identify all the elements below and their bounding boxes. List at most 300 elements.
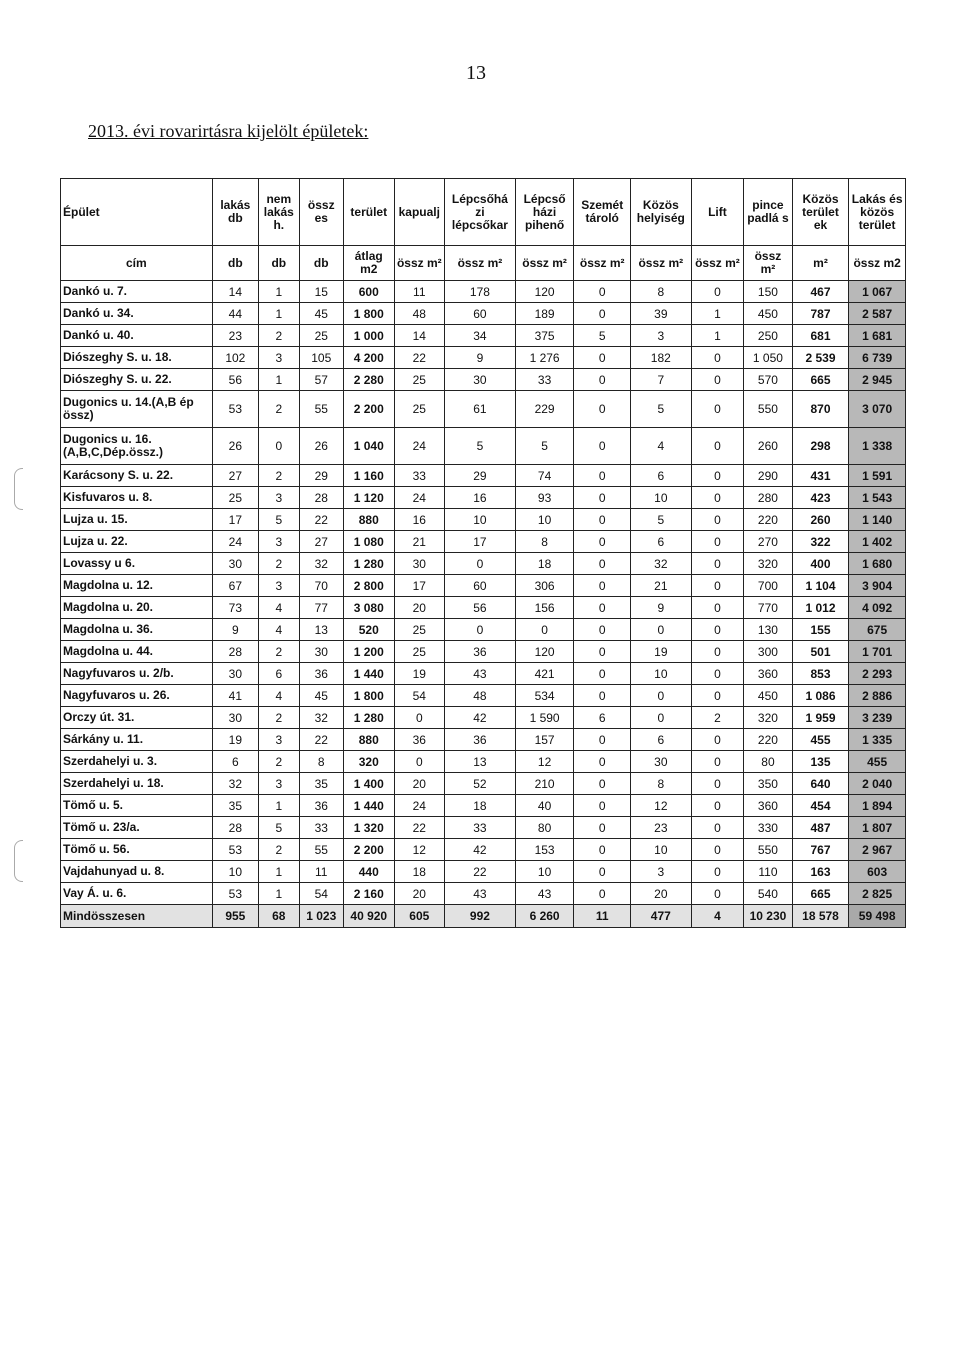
building-address: Tömő u. 23/a. <box>61 817 213 839</box>
table-cell: 10 <box>515 861 574 883</box>
table-cell: 880 <box>343 509 394 531</box>
table-cell: 13 <box>299 619 343 641</box>
unit-header: össz m2 <box>849 246 906 281</box>
building-address: Diószeghy S. u. 18. <box>61 347 213 369</box>
table-cell: 603 <box>849 861 906 883</box>
table-cell: 6 <box>259 663 299 685</box>
table-cell: 182 <box>631 347 692 369</box>
table-cell: 300 <box>744 641 793 663</box>
table-row <box>61 817 906 839</box>
table-cell: 450 <box>744 303 793 325</box>
table-cell: 229 <box>515 391 574 428</box>
table-cell: 770 <box>744 597 793 619</box>
table-cell: 33 <box>394 465 445 487</box>
table-cell: 73 <box>212 597 258 619</box>
table-row <box>61 685 906 707</box>
table-cell: 0 <box>574 531 631 553</box>
table-cell: 41 <box>212 685 258 707</box>
table-cell: 2 040 <box>849 773 906 795</box>
table-cell: 501 <box>792 641 849 663</box>
table-cell: 32 <box>299 707 343 729</box>
table-cell: 0 <box>691 773 744 795</box>
table-cell: 3 080 <box>343 597 394 619</box>
building-address: Magdolna u. 12. <box>61 575 213 597</box>
table-cell: 455 <box>849 751 906 773</box>
table-row <box>61 751 906 773</box>
table-cell: 5 <box>574 325 631 347</box>
table-cell: 43 <box>445 883 516 905</box>
table-cell: 17 <box>394 575 445 597</box>
table-cell: 1 402 <box>849 531 906 553</box>
table-cell: 487 <box>792 817 849 839</box>
table-cell: 19 <box>631 641 692 663</box>
table-cell: 23 <box>631 817 692 839</box>
table-cell: 7 <box>631 369 692 391</box>
table-cell: 467 <box>792 281 849 303</box>
table-row <box>61 281 906 303</box>
total-row <box>61 905 906 928</box>
table-cell: 0 <box>691 597 744 619</box>
table-cell: 11 <box>299 861 343 883</box>
table-cell: 787 <box>792 303 849 325</box>
total-cell: 40 920 <box>343 905 394 928</box>
unit-header: db <box>212 246 258 281</box>
table-cell: 77 <box>299 597 343 619</box>
table-cell: 700 <box>744 575 793 597</box>
table-cell: 0 <box>574 729 631 751</box>
table-cell: 1 807 <box>849 817 906 839</box>
table-cell: 32 <box>299 553 343 575</box>
table-cell: 3 239 <box>849 707 906 729</box>
table-cell: 5 <box>631 509 692 531</box>
table-cell: 30 <box>212 663 258 685</box>
table-cell: 8 <box>299 751 343 773</box>
table-cell: 36 <box>299 663 343 685</box>
table-cell: 36 <box>445 641 516 663</box>
table-cell: 0 <box>631 685 692 707</box>
table-cell: 1 050 <box>744 347 793 369</box>
table-cell: 270 <box>744 531 793 553</box>
table-cell: 30 <box>631 751 692 773</box>
table-cell: 0 <box>691 641 744 663</box>
table-cell: 2 <box>259 391 299 428</box>
table-body <box>61 179 906 928</box>
table-cell: 110 <box>744 861 793 883</box>
table-cell: 27 <box>299 531 343 553</box>
table-cell: 48 <box>445 685 516 707</box>
table-cell: 3 <box>631 325 692 347</box>
table-cell: 24 <box>212 531 258 553</box>
table-cell: 1 200 <box>343 641 394 663</box>
table-cell: 33 <box>445 817 516 839</box>
table-cell: 6 <box>631 465 692 487</box>
total-cell: 605 <box>394 905 445 928</box>
table-cell: 36 <box>394 729 445 751</box>
table-cell: 220 <box>744 729 793 751</box>
table-cell: 10 <box>631 839 692 861</box>
table-cell: 0 <box>691 531 744 553</box>
table-cell: 3 <box>259 773 299 795</box>
building-address: Dankó u. 34. <box>61 303 213 325</box>
table-cell: 43 <box>445 663 516 685</box>
table-cell: 30 <box>394 553 445 575</box>
table-cell: 22 <box>394 817 445 839</box>
table-cell: 330 <box>744 817 793 839</box>
page-number: 13 <box>466 62 486 84</box>
table-cell: 93 <box>515 487 574 509</box>
table-cell: 0 <box>259 428 299 465</box>
table-cell: 2 <box>259 707 299 729</box>
table-cell: 0 <box>691 883 744 905</box>
table-cell: 665 <box>792 369 849 391</box>
table-cell: 10 <box>631 663 692 685</box>
table-row <box>61 369 906 391</box>
table-cell: 80 <box>515 817 574 839</box>
table-cell: 6 <box>212 751 258 773</box>
table-cell: 2 539 <box>792 347 849 369</box>
table-cell: 2 945 <box>849 369 906 391</box>
table-cell: 20 <box>394 883 445 905</box>
table-cell: 3 904 <box>849 575 906 597</box>
table-cell: 10 <box>212 861 258 883</box>
table-cell: 6 <box>631 729 692 751</box>
table-cell: 4 200 <box>343 347 394 369</box>
table-cell: 45 <box>299 303 343 325</box>
table-cell: 1 320 <box>343 817 394 839</box>
table-cell: 1 335 <box>849 729 906 751</box>
table-cell: 0 <box>574 795 631 817</box>
table-cell: 1 104 <box>792 575 849 597</box>
table-cell: 1 067 <box>849 281 906 303</box>
building-address: Nagyfuvaros u. 26. <box>61 685 213 707</box>
table-cell: 5 <box>515 428 574 465</box>
document-title: 2013. évi rovarirtásra kijelölt épületek: <box>88 121 369 141</box>
table-cell: 360 <box>744 663 793 685</box>
table-cell: 9 <box>445 347 516 369</box>
table-row <box>61 553 906 575</box>
table-cell: 105 <box>299 347 343 369</box>
table-cell: 322 <box>792 531 849 553</box>
table-cell: 24 <box>394 487 445 509</box>
table-cell: 67 <box>212 575 258 597</box>
table-cell: 0 <box>691 509 744 531</box>
table-cell: 5 <box>259 509 299 531</box>
table-cell: 870 <box>792 391 849 428</box>
building-address: Vay Á. u. 6. <box>61 883 213 905</box>
table-cell: 1 160 <box>343 465 394 487</box>
table-cell: 18 <box>515 553 574 575</box>
table-cell: 0 <box>691 465 744 487</box>
table-cell: 8 <box>631 773 692 795</box>
table-cell: 5 <box>259 817 299 839</box>
table-cell: 44 <box>212 303 258 325</box>
header-row <box>61 179 906 246</box>
table-cell: 320 <box>744 707 793 729</box>
table-cell: 189 <box>515 303 574 325</box>
table-cell: 0 <box>574 428 631 465</box>
table-cell: 0 <box>574 883 631 905</box>
table-cell: 2 967 <box>849 839 906 861</box>
table-cell: 550 <box>744 391 793 428</box>
table-cell: 0 <box>574 575 631 597</box>
table-cell: 155 <box>792 619 849 641</box>
table-row <box>61 391 906 428</box>
table-cell: 153 <box>515 839 574 861</box>
column-header: össz es <box>299 179 343 246</box>
table-cell: 2 <box>259 641 299 663</box>
table-cell: 0 <box>574 663 631 685</box>
table-row <box>61 861 906 883</box>
table-cell: 320 <box>744 553 793 575</box>
table-cell: 17 <box>212 509 258 531</box>
table-cell: 6 <box>631 531 692 553</box>
table-cell: 33 <box>515 369 574 391</box>
unit-header: össz m² <box>744 246 793 281</box>
table-row <box>61 575 906 597</box>
table-cell: 29 <box>299 465 343 487</box>
table-cell: 0 <box>394 707 445 729</box>
table-cell: 4 <box>259 619 299 641</box>
table-cell: 3 <box>259 347 299 369</box>
table-cell: 35 <box>212 795 258 817</box>
table-cell: 0 <box>691 817 744 839</box>
table-cell: 5 <box>445 428 516 465</box>
table-cell: 600 <box>343 281 394 303</box>
table-row <box>61 663 906 685</box>
table-cell: 1 <box>259 369 299 391</box>
table-cell: 0 <box>574 509 631 531</box>
table-cell: 360 <box>744 795 793 817</box>
table-cell: 431 <box>792 465 849 487</box>
table-cell: 28 <box>299 487 343 509</box>
table-cell: 157 <box>515 729 574 751</box>
buildings-table <box>60 178 906 928</box>
table-cell: 320 <box>343 751 394 773</box>
table-cell: 1 681 <box>849 325 906 347</box>
table-cell: 56 <box>445 597 516 619</box>
table-cell: 80 <box>744 751 793 773</box>
table-cell: 27 <box>212 465 258 487</box>
table-cell: 0 <box>574 487 631 509</box>
table-cell: 12 <box>394 839 445 861</box>
table-cell: 16 <box>394 509 445 531</box>
table-cell: 0 <box>574 619 631 641</box>
total-label: Mindösszesen <box>61 905 213 928</box>
table-cell: 25 <box>394 369 445 391</box>
table-cell: 2 280 <box>343 369 394 391</box>
table-cell: 0 <box>574 347 631 369</box>
table-cell: 2 <box>259 465 299 487</box>
table-cell: 22 <box>299 509 343 531</box>
table-cell: 26 <box>212 428 258 465</box>
table-row <box>61 303 906 325</box>
table-cell: 2 <box>259 751 299 773</box>
table-cell: 0 <box>691 553 744 575</box>
table-cell: 0 <box>574 391 631 428</box>
table-cell: 440 <box>343 861 394 883</box>
table-cell: 26 <box>299 428 343 465</box>
table-cell: 540 <box>744 883 793 905</box>
total-cell: 4 <box>691 905 744 928</box>
table-cell: 0 <box>691 391 744 428</box>
table-cell: 2 <box>691 707 744 729</box>
table-cell: 455 <box>792 729 849 751</box>
table-cell: 23 <box>212 325 258 347</box>
table-cell: 250 <box>744 325 793 347</box>
table-cell: 0 <box>445 619 516 641</box>
table-cell: 3 <box>259 729 299 751</box>
table-cell: 260 <box>744 428 793 465</box>
column-header: kapualj <box>394 179 445 246</box>
table-cell: 2 <box>259 325 299 347</box>
column-header: Lift <box>691 179 744 246</box>
column-header: Közös helyiség <box>631 179 692 246</box>
table-cell: 8 <box>515 531 574 553</box>
building-address: Kisfuvaros u. 8. <box>61 487 213 509</box>
table-cell: 298 <box>792 428 849 465</box>
table-cell: 2 825 <box>849 883 906 905</box>
table-cell: 306 <box>515 575 574 597</box>
table-row <box>61 795 906 817</box>
table-cell: 520 <box>343 619 394 641</box>
table-cell: 36 <box>445 729 516 751</box>
table-cell: 2 200 <box>343 391 394 428</box>
table-cell: 0 <box>574 465 631 487</box>
table-cell: 11 <box>394 281 445 303</box>
table-cell: 1 000 <box>343 325 394 347</box>
table-cell: 10 <box>631 487 692 509</box>
table-cell: 1 <box>259 883 299 905</box>
total-cell: 992 <box>445 905 516 928</box>
building-address: Nagyfuvaros u. 2/b. <box>61 663 213 685</box>
table-cell: 4 092 <box>849 597 906 619</box>
table-cell: 28 <box>212 641 258 663</box>
table-cell: 14 <box>212 281 258 303</box>
table-cell: 25 <box>299 325 343 347</box>
building-address: Diószeghy S. u. 22. <box>61 369 213 391</box>
table-cell: 210 <box>515 773 574 795</box>
total-cell: 59 498 <box>849 905 906 928</box>
table-row <box>61 839 906 861</box>
table-cell: 70 <box>299 575 343 597</box>
margin-mark <box>14 840 23 882</box>
total-cell: 1 023 <box>299 905 343 928</box>
table-cell: 33 <box>299 817 343 839</box>
table-row <box>61 641 906 663</box>
building-address: Magdolna u. 44. <box>61 641 213 663</box>
table-row <box>61 325 906 347</box>
table-cell: 21 <box>394 531 445 553</box>
column-header: Lépcső házi pihenő <box>515 179 574 246</box>
building-address: Tömő u. 5. <box>61 795 213 817</box>
table-cell: 1 280 <box>343 553 394 575</box>
table-cell: 30 <box>445 369 516 391</box>
table-cell: 665 <box>792 883 849 905</box>
table-cell: 20 <box>631 883 692 905</box>
table-cell: 178 <box>445 281 516 303</box>
table-cell: 570 <box>744 369 793 391</box>
table-cell: 1 894 <box>849 795 906 817</box>
table-cell: 0 <box>574 641 631 663</box>
table-cell: 60 <box>445 575 516 597</box>
table-cell: 6 <box>574 707 631 729</box>
table-cell: 61 <box>445 391 516 428</box>
table-cell: 24 <box>394 428 445 465</box>
header-row <box>61 246 906 281</box>
table-row <box>61 487 906 509</box>
table-cell: 5 <box>631 391 692 428</box>
table-cell: 2 800 <box>343 575 394 597</box>
table-cell: 1 959 <box>792 707 849 729</box>
table-cell: 1 800 <box>343 685 394 707</box>
table-cell: 767 <box>792 839 849 861</box>
unit-header: össz m² <box>691 246 744 281</box>
table-cell: 0 <box>691 281 744 303</box>
table-cell: 15 <box>299 281 343 303</box>
total-cell: 18 578 <box>792 905 849 928</box>
table-cell: 1 120 <box>343 487 394 509</box>
table-cell: 1 <box>259 281 299 303</box>
column-header: pince padlá s <box>744 179 793 246</box>
table-cell: 120 <box>515 281 574 303</box>
table-cell: 102 <box>212 347 258 369</box>
total-cell: 11 <box>574 905 631 928</box>
table-cell: 22 <box>445 861 516 883</box>
table-cell: 2 200 <box>343 839 394 861</box>
table-cell: 0 <box>574 369 631 391</box>
table-cell: 0 <box>691 575 744 597</box>
table-cell: 534 <box>515 685 574 707</box>
table-cell: 290 <box>744 465 793 487</box>
table-cell: 0 <box>574 553 631 575</box>
building-address: Lovassy u 6. <box>61 553 213 575</box>
table-cell: 550 <box>744 839 793 861</box>
table-cell: 3 070 <box>849 391 906 428</box>
total-cell: 955 <box>212 905 258 928</box>
table-cell: 0 <box>691 839 744 861</box>
table-row <box>61 619 906 641</box>
table-cell: 0 <box>445 553 516 575</box>
table-cell: 130 <box>744 619 793 641</box>
table-cell: 2 293 <box>849 663 906 685</box>
table-cell: 35 <box>299 773 343 795</box>
table-cell: 675 <box>849 619 906 641</box>
table-cell: 17 <box>445 531 516 553</box>
table-cell: 25 <box>212 487 258 509</box>
column-header: lakás db <box>212 179 258 246</box>
table-cell: 45 <box>299 685 343 707</box>
table-cell: 640 <box>792 773 849 795</box>
table-cell: 1 <box>259 303 299 325</box>
table-cell: 30 <box>299 641 343 663</box>
table-cell: 22 <box>299 729 343 751</box>
table-cell: 421 <box>515 663 574 685</box>
table-cell: 1 400 <box>343 773 394 795</box>
table-cell: 0 <box>691 685 744 707</box>
table-cell: 10 <box>515 509 574 531</box>
unit-header: cím <box>61 246 213 281</box>
table-cell: 1 040 <box>343 428 394 465</box>
table-cell: 0 <box>691 369 744 391</box>
building-address: Magdolna u. 20. <box>61 597 213 619</box>
column-header: Közös terület ek <box>792 179 849 246</box>
building-address: Szerdahelyi u. 3. <box>61 751 213 773</box>
unit-header: össz m² <box>445 246 516 281</box>
table-cell: 400 <box>792 553 849 575</box>
table-cell: 9 <box>631 597 692 619</box>
table-cell: 1 <box>691 325 744 347</box>
table-cell: 1 800 <box>343 303 394 325</box>
